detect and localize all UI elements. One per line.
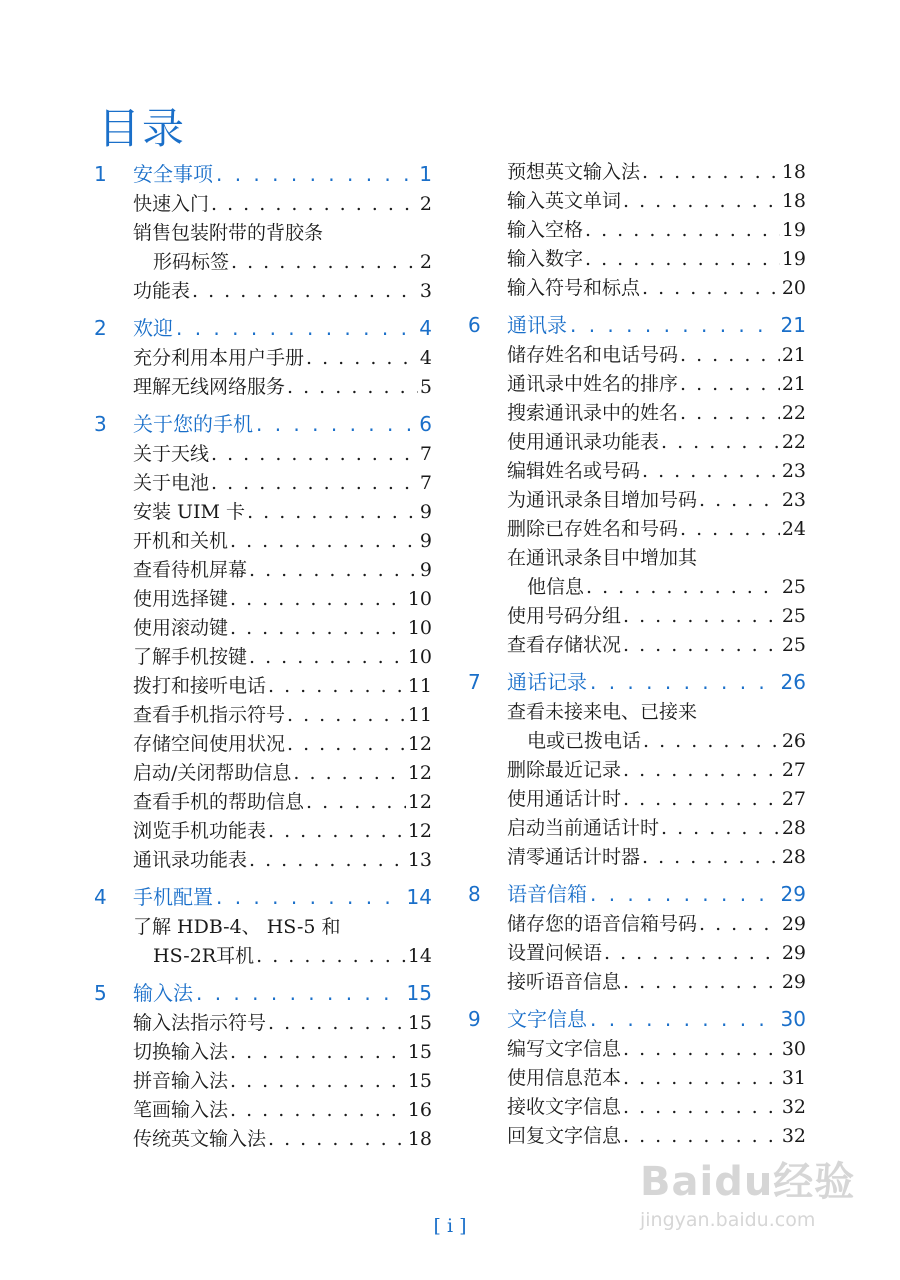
- dot-leader: [287, 701, 406, 730]
- dot-leader: [590, 1003, 778, 1035]
- entry-title: 启动/关闭帮助信息: [133, 762, 292, 784]
- toc-entry-line1[interactable]: 销售包装附带的背胶条: [133, 222, 324, 244]
- entry-page-number: 28: [781, 817, 806, 839]
- dot-leader: [196, 977, 404, 1009]
- dot-leader: [268, 672, 406, 701]
- toc-section-heading[interactable]: [94, 881, 432, 913]
- dot-leader: [585, 216, 780, 245]
- toc-section: [468, 1003, 806, 1151]
- entry-page-number: 13: [407, 849, 432, 871]
- entry-title: 编写文字信息: [507, 1038, 622, 1060]
- toc-entry[interactable]: [468, 1122, 806, 1151]
- toc-entry[interactable]: [94, 248, 432, 277]
- toc-entry[interactable]: [468, 1035, 806, 1064]
- dot-leader: [590, 666, 778, 698]
- entry-title: 为通讯录条目增加号码: [507, 489, 698, 511]
- dot-leader: [623, 1035, 780, 1064]
- toc-entry[interactable]: [468, 428, 806, 457]
- toc-section-heading[interactable]: [94, 158, 432, 190]
- toc-entry[interactable]: [468, 968, 806, 997]
- entry-title: 通讯录中姓名的排序: [507, 373, 679, 395]
- entry-title: HS-2R耳机: [153, 945, 255, 967]
- entry-page-number: 11: [407, 675, 432, 697]
- entry-title: 理解无线网络服务: [133, 376, 286, 398]
- section-page-number: 1: [419, 162, 432, 186]
- toc-entry[interactable]: [468, 785, 806, 814]
- entry-title: 启动当前通话计时: [507, 817, 660, 839]
- entry-title: 存储空间使用状况: [133, 733, 286, 755]
- dot-leader: [604, 939, 780, 968]
- toc-entry[interactable]: [94, 730, 432, 759]
- toc-entry[interactable]: [94, 527, 432, 556]
- entry-title: 预想英文输入法: [507, 161, 641, 183]
- toc-entry[interactable]: [94, 277, 432, 306]
- page-title: 目录: [98, 104, 187, 154]
- entry-title: 删除已存姓名和号码: [507, 518, 679, 540]
- toc-section: [94, 408, 432, 875]
- entry-page-number: 9: [419, 559, 432, 581]
- section-title: 通话记录: [507, 670, 587, 694]
- entry-page-number: 11: [407, 704, 432, 726]
- toc-entry[interactable]: [94, 942, 432, 971]
- entry-title: 安装 UIM 卡: [133, 501, 246, 523]
- entry-page-number: 31: [781, 1067, 806, 1089]
- toc-column-right: [468, 158, 806, 1157]
- dot-leader: [249, 556, 418, 585]
- dot-leader: [623, 1064, 780, 1093]
- dot-leader: [306, 344, 418, 373]
- toc-entry[interactable]: [94, 373, 432, 402]
- dot-leader: [642, 274, 780, 303]
- toc-entry-line1[interactable]: 了解 HDB-4、 HS-5 和: [133, 916, 341, 938]
- section-title: 关于您的手机: [133, 412, 253, 436]
- section-title: 文字信息: [507, 1007, 587, 1031]
- entry-title: 输入法指示符号: [133, 1012, 267, 1034]
- dot-leader: [661, 428, 780, 457]
- dot-leader: [699, 910, 780, 939]
- toc-entry[interactable]: [468, 399, 806, 428]
- entry-page-number: 2: [419, 193, 432, 215]
- toc-entry[interactable]: [468, 341, 806, 370]
- entry-title: 回复文字信息: [507, 1125, 622, 1147]
- entry-page-number: 22: [781, 431, 806, 453]
- entry-title: 使用信息范本: [507, 1067, 622, 1089]
- dot-leader: [230, 585, 406, 614]
- dot-leader: [216, 881, 404, 913]
- dot-leader: [256, 942, 406, 971]
- entry-page-number: 3: [419, 280, 432, 302]
- watermark-url: jingyan.baidu.com: [640, 1209, 816, 1231]
- entry-title: 查看手机指示符号: [133, 704, 286, 726]
- toc-entry[interactable]: [94, 440, 432, 469]
- toc-entry[interactable]: [468, 631, 806, 660]
- entry-title: 设置问候语: [507, 942, 603, 964]
- toc-entry[interactable]: [468, 274, 806, 303]
- entry-page-number: 26: [781, 730, 806, 752]
- entry-title: 开机和关机: [133, 530, 229, 552]
- dot-leader: [623, 187, 780, 216]
- entry-page-number: 12: [407, 820, 432, 842]
- toc-entry[interactable]: [468, 245, 806, 274]
- toc-entry[interactable]: [468, 602, 806, 631]
- dot-leader: [256, 408, 416, 440]
- toc-entry[interactable]: [94, 1096, 432, 1125]
- toc-entry[interactable]: [94, 817, 432, 846]
- entry-title: 形码标签: [153, 251, 230, 273]
- entry-title: 传统英文输入法: [133, 1128, 267, 1150]
- toc-section-heading[interactable]: [468, 309, 806, 341]
- toc-entry[interactable]: [94, 846, 432, 875]
- entry-title: 快速入门: [133, 193, 210, 215]
- dot-leader: [192, 277, 418, 306]
- entry-page-number: 14: [407, 945, 432, 967]
- toc-section: [468, 158, 806, 303]
- toc-entry[interactable]: [94, 469, 432, 498]
- dot-leader: [216, 158, 416, 190]
- entry-page-number: 15: [407, 1012, 432, 1034]
- entry-page-number: 18: [407, 1128, 432, 1150]
- entry-page-number: 15: [407, 1041, 432, 1063]
- toc-entry[interactable]: [468, 1093, 806, 1122]
- toc-entry[interactable]: [94, 190, 432, 219]
- toc-section: [468, 878, 806, 997]
- toc-entry[interactable]: [94, 1009, 432, 1038]
- dot-leader: [623, 785, 780, 814]
- dot-leader: [623, 602, 780, 631]
- dot-leader: [268, 817, 406, 846]
- toc-section: [468, 666, 806, 872]
- entry-title: 查看待机屏幕: [133, 559, 248, 581]
- dot-leader: [643, 727, 780, 756]
- dot-leader: [287, 730, 406, 759]
- toc-section-heading[interactable]: [468, 1003, 806, 1035]
- entry-page-number: 10: [407, 646, 432, 668]
- toc-column-left: [94, 158, 432, 1160]
- dot-leader: [623, 1093, 780, 1122]
- entry-page-number: 20: [781, 277, 806, 299]
- page-number: [ i ]: [433, 1215, 467, 1237]
- toc-section-heading[interactable]: [94, 977, 432, 1009]
- dot-leader: [699, 486, 780, 515]
- dot-leader: [585, 245, 780, 274]
- toc-entry[interactable]: [468, 457, 806, 486]
- entry-title: 电或已拨电话: [527, 730, 642, 752]
- entry-page-number: 27: [781, 788, 806, 810]
- entry-title: 他信息: [527, 576, 585, 598]
- entry-page-number: 5: [419, 376, 432, 398]
- toc-section-heading[interactable]: [94, 408, 432, 440]
- entry-page-number: 21: [781, 373, 806, 395]
- dot-leader: [247, 498, 418, 527]
- entry-page-number: 29: [781, 942, 806, 964]
- entry-page-number: 18: [781, 161, 806, 183]
- entry-page-number: 25: [781, 576, 806, 598]
- toc-section: [94, 158, 432, 306]
- entry-page-number: 12: [407, 733, 432, 755]
- toc-entry[interactable]: [94, 344, 432, 373]
- entry-title: 笔画输入法: [133, 1099, 229, 1121]
- entry-page-number: 4: [419, 347, 432, 369]
- section-page-number: 29: [780, 882, 806, 906]
- section-number: 5: [94, 981, 107, 1005]
- entry-title: 使用号码分组: [507, 605, 622, 627]
- entry-title: 浏览手机功能表: [133, 820, 267, 842]
- entry-title: 使用通讯录功能表: [507, 431, 660, 453]
- section-page-number: 4: [419, 316, 432, 340]
- entry-page-number: 9: [419, 501, 432, 523]
- section-number: 4: [94, 885, 107, 909]
- dot-leader: [231, 248, 418, 277]
- toc-entry[interactable]: [468, 158, 806, 187]
- dot-leader: [680, 370, 780, 399]
- entry-title: 编辑姓名或号码: [507, 460, 641, 482]
- dot-leader: [287, 373, 418, 402]
- entry-title: 拼音输入法: [133, 1070, 229, 1092]
- entry-page-number: 32: [781, 1096, 806, 1118]
- toc-entry-line1[interactable]: 查看未接来电、已接来: [507, 701, 698, 723]
- toc-section-heading[interactable]: [468, 878, 806, 910]
- entry-page-number: 12: [407, 791, 432, 813]
- toc-entry[interactable]: [94, 1038, 432, 1067]
- dot-leader: [306, 788, 406, 817]
- entry-title: 功能表: [133, 280, 191, 302]
- watermark-logo: Baidu经验: [640, 1159, 856, 1205]
- dot-leader: [293, 759, 405, 788]
- dot-leader: [249, 846, 406, 875]
- toc-entry[interactable]: [468, 814, 806, 843]
- entry-title: 删除最近记录: [507, 759, 622, 781]
- dot-leader: [176, 312, 416, 344]
- section-number: 1: [94, 162, 107, 186]
- toc-entry[interactable]: [468, 216, 806, 245]
- toc-entry[interactable]: [94, 556, 432, 585]
- entry-title: 了解手机按键: [133, 646, 248, 668]
- section-page-number: 14: [406, 885, 432, 909]
- toc-section-heading[interactable]: [468, 666, 806, 698]
- entry-page-number: 16: [407, 1099, 432, 1121]
- entry-page-number: 28: [781, 846, 806, 868]
- entry-page-number: 23: [781, 489, 806, 511]
- dot-leader: [268, 1125, 406, 1154]
- entry-title: 输入空格: [507, 219, 584, 241]
- section-number: 2: [94, 316, 107, 340]
- entry-page-number: 7: [419, 443, 432, 465]
- entry-page-number: 19: [781, 248, 806, 270]
- entry-title: 使用选择键: [133, 588, 229, 610]
- dot-leader: [230, 527, 418, 556]
- entry-page-number: 29: [781, 971, 806, 993]
- dot-leader: [211, 469, 418, 498]
- section-page-number: 6: [419, 412, 432, 436]
- toc-section-heading[interactable]: [94, 312, 432, 344]
- toc-entry[interactable]: [468, 187, 806, 216]
- dot-leader: [211, 190, 418, 219]
- entry-title: 通讯录功能表: [133, 849, 248, 871]
- dot-leader: [230, 1067, 406, 1096]
- toc-section: [94, 312, 432, 402]
- toc-entry[interactable]: [94, 585, 432, 614]
- section-page-number: 21: [780, 313, 806, 337]
- toc-entry[interactable]: [94, 1125, 432, 1154]
- entry-title: 接收文字信息: [507, 1096, 622, 1118]
- toc-entry[interactable]: [94, 701, 432, 730]
- entry-page-number: 23: [781, 460, 806, 482]
- entry-page-number: 30: [781, 1038, 806, 1060]
- dot-leader: [623, 1122, 780, 1151]
- dot-leader: [680, 341, 780, 370]
- entry-page-number: 19: [781, 219, 806, 241]
- entry-page-number: 27: [781, 759, 806, 781]
- entry-title: 接听语音信息: [507, 971, 622, 993]
- toc-entry[interactable]: [468, 573, 806, 602]
- dot-leader: [230, 1096, 406, 1125]
- entry-title: 储存您的语音信箱号码: [507, 913, 698, 935]
- section-number: 3: [94, 412, 107, 436]
- entry-title: 储存姓名和电话号码: [507, 344, 679, 366]
- toc-entry[interactable]: [468, 727, 806, 756]
- dot-leader: [661, 814, 780, 843]
- entry-page-number: 10: [407, 617, 432, 639]
- section-title: 欢迎: [133, 316, 173, 340]
- entry-title: 输入英文单词: [507, 190, 622, 212]
- section-page-number: 30: [780, 1007, 806, 1031]
- toc-entry[interactable]: [468, 910, 806, 939]
- entry-page-number: 29: [781, 913, 806, 935]
- entry-title: 查看存储状况: [507, 634, 622, 656]
- entry-page-number: 32: [781, 1125, 806, 1147]
- dot-leader: [623, 968, 780, 997]
- dot-leader: [211, 440, 418, 469]
- toc-entry[interactable]: [468, 939, 806, 968]
- toc-section: [94, 977, 432, 1154]
- toc-entry[interactable]: [468, 515, 806, 544]
- dot-leader: [642, 158, 780, 187]
- entry-title: 清零通话计时器: [507, 846, 641, 868]
- dot-leader: [249, 643, 406, 672]
- entry-page-number: 12: [407, 762, 432, 784]
- dot-leader: [642, 457, 780, 486]
- toc-entry[interactable]: [94, 498, 432, 527]
- section-page-number: 15: [406, 981, 432, 1005]
- toc-entry[interactable]: [94, 672, 432, 701]
- section-title: 安全事项: [133, 162, 213, 186]
- dot-leader: [590, 878, 778, 910]
- entry-page-number: 25: [781, 605, 806, 627]
- entry-title: 输入符号和标点: [507, 277, 641, 299]
- toc-entry[interactable]: [94, 759, 432, 788]
- toc-entry[interactable]: [468, 1064, 806, 1093]
- section-number: 9: [468, 1007, 481, 1031]
- toc-entry[interactable]: [94, 614, 432, 643]
- entry-page-number: 15: [407, 1070, 432, 1092]
- entry-title: 充分利用本用户手册: [133, 347, 305, 369]
- dot-leader: [230, 614, 406, 643]
- dot-leader: [230, 1038, 406, 1067]
- entry-page-number: 22: [781, 402, 806, 424]
- entry-page-number: 2: [419, 251, 432, 273]
- entry-page-number: 9: [419, 530, 432, 552]
- entry-title: 输入数字: [507, 248, 584, 270]
- entry-title: 使用通话计时: [507, 788, 622, 810]
- entry-page-number: 25: [781, 634, 806, 656]
- toc-section: [468, 309, 806, 660]
- section-page-number: 26: [780, 670, 806, 694]
- entry-page-number: 10: [407, 588, 432, 610]
- section-title: 手机配置: [133, 885, 213, 909]
- toc-entry[interactable]: [94, 1067, 432, 1096]
- dot-leader: [623, 631, 780, 660]
- section-number: 6: [468, 313, 481, 337]
- section-title: 语音信箱: [507, 882, 587, 906]
- entry-title: 切换输入法: [133, 1041, 229, 1063]
- section-title: 输入法: [133, 981, 193, 1005]
- toc-entry-line1[interactable]: 在通讯录条目中增加其: [507, 547, 698, 569]
- entry-title: 关于电池: [133, 472, 210, 494]
- entry-page-number: 21: [781, 344, 806, 366]
- entry-page-number: 18: [781, 190, 806, 212]
- entry-title: 查看手机的帮助信息: [133, 791, 305, 813]
- toc-entry[interactable]: [468, 370, 806, 399]
- section-number: 8: [468, 882, 481, 906]
- toc-entry[interactable]: [468, 486, 806, 515]
- toc-entry[interactable]: [94, 788, 432, 817]
- dot-leader: [570, 309, 778, 341]
- entry-title: 拨打和接听电话: [133, 675, 267, 697]
- dot-leader: [586, 573, 780, 602]
- section-title: 通讯录: [507, 313, 567, 337]
- entry-page-number: 7: [419, 472, 432, 494]
- dot-leader: [680, 399, 780, 428]
- entry-title: 关于天线: [133, 443, 210, 465]
- toc-section: [94, 881, 432, 971]
- section-number: 7: [468, 670, 481, 694]
- dot-leader: [680, 515, 780, 544]
- entry-title: 使用滚动键: [133, 617, 229, 639]
- dot-leader: [268, 1009, 406, 1038]
- toc-entry[interactable]: [468, 843, 806, 872]
- toc-entry[interactable]: [94, 643, 432, 672]
- entry-page-number: 24: [781, 518, 806, 540]
- toc-entry[interactable]: [468, 756, 806, 785]
- dot-leader: [642, 843, 780, 872]
- entry-title: 搜索通讯录中的姓名: [507, 402, 679, 424]
- dot-leader: [623, 756, 780, 785]
